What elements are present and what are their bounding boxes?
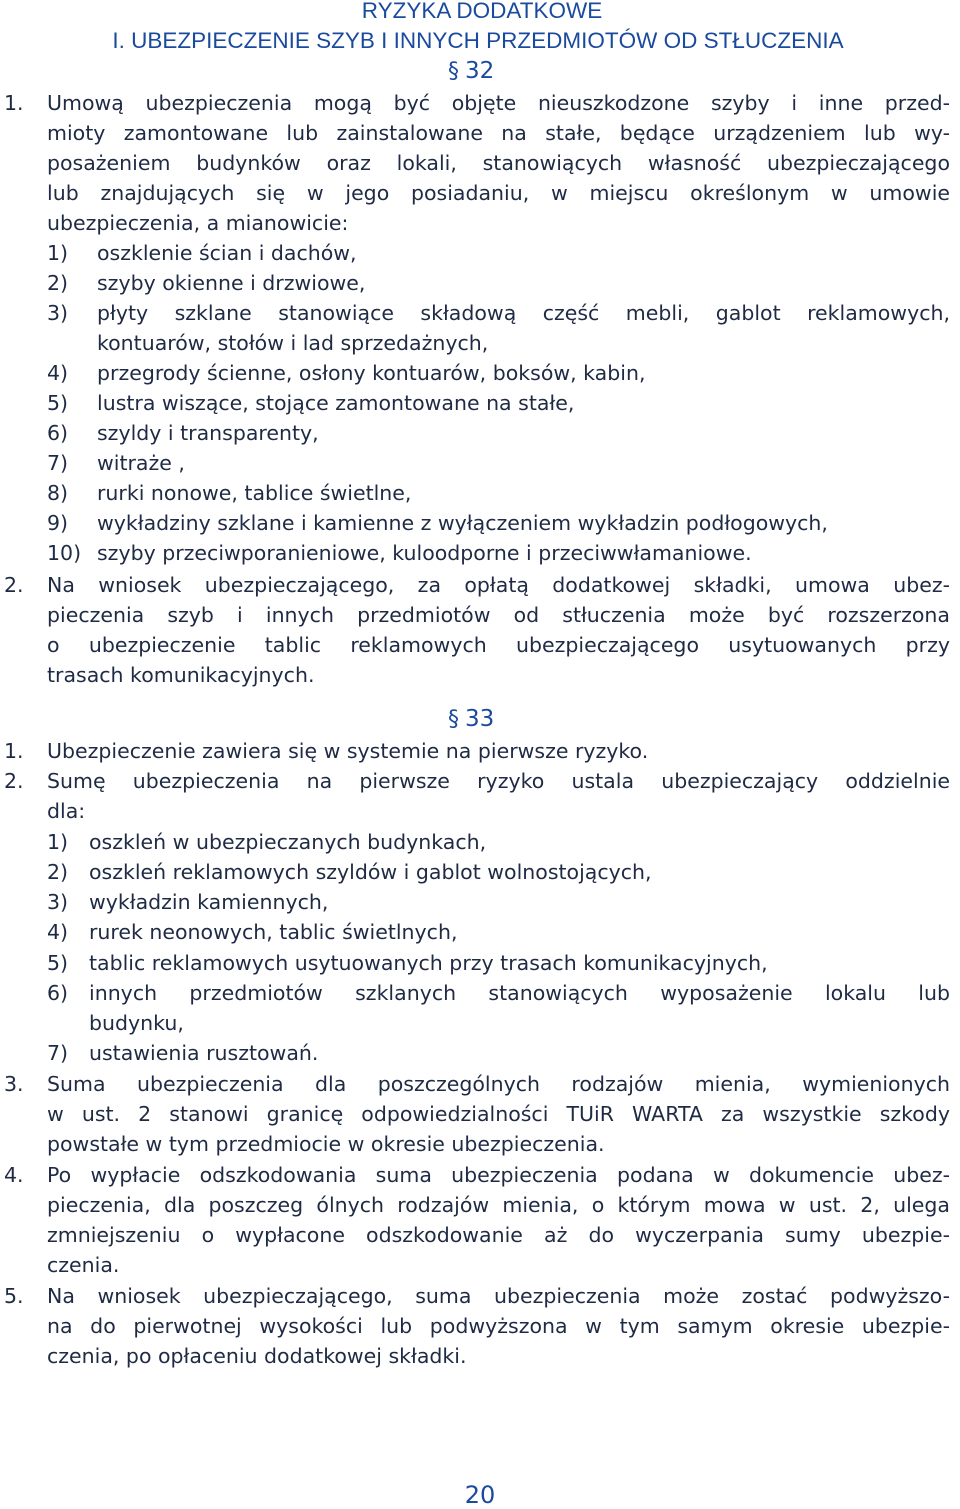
list-item-text: płyty szklane stanowiące składową część mebli, gablot reklamowych, [97, 301, 950, 325]
list-item-number: 2) [47, 860, 69, 884]
clause-number: 1. [4, 739, 24, 763]
clause-text-line: posażeniem budynków oraz lokali, stanowiących własność ubezpieczającego [47, 151, 950, 175]
list-item-text: kontuarów, stołów i lad sprzedażnych, [97, 331, 489, 355]
clause-text-line: Po wypłacie odszkodowania suma ubezpieczenia podana w dokumencie ubez- [47, 1163, 950, 1187]
clause-text-line: pieczenia szyb i innych przedmiotów od stłuczenia może być rozszerzona [47, 603, 950, 627]
list-item-text: rurek neonowych, tablic świetlnych, [89, 920, 458, 944]
clause-text-line: lub znajdujących się w jego posiadaniu, w miejscu określonym w umowie [47, 181, 950, 205]
clause-text-line: Ubezpieczenie zawiera się w systemie na pierwsze ryzyko. [47, 739, 649, 763]
clause-number: 4. [4, 1163, 24, 1187]
list-item-number: 3) [47, 890, 69, 914]
paragraph-heading-32 [448, 58, 494, 84]
section-subtitle: I. UBEZPIECZENIE SZYB I INNYCH PRZEDMIOTÓW OD STŁUCZENIA [112, 28, 844, 53]
list-item-number: 1) [47, 241, 69, 265]
list-item-text: rurki nonowe, tablice świetlne, [97, 481, 412, 505]
list-item-text: budynku, [89, 1011, 184, 1035]
clause-text-line: ubezpieczenia, a mianowicie: [47, 211, 349, 235]
clause-text-line: na do pierwotnej wysokości lub podwyższona w tym samym okresie ubezpie- [47, 1314, 950, 1338]
clause-text-line: zmniejszeniu o wypłacone odszkodowanie aż do wyczerpania sumy ubezpie- [47, 1223, 950, 1247]
clause-text-line: trasach komunikacyjnych. [47, 663, 315, 687]
clause-text-line: powstałe w tym przedmiocie w okresie ubezpieczenia. [47, 1132, 605, 1156]
list-item-number: 7) [47, 451, 69, 475]
clause-number: 5. [4, 1284, 24, 1308]
list-item-text: szyby okienne i drzwiowe, [97, 271, 366, 295]
list-item-number: 1) [47, 830, 69, 854]
list-item-number: 5) [47, 391, 69, 415]
paragraph-number: 32 [465, 58, 495, 84]
clause-text-line: Umową ubezpieczenia mogą być objęte nieuszkodzone szyby i inne przed- [47, 91, 950, 115]
clause-text-line: dla: [47, 799, 86, 823]
list-item-number: 6) [47, 421, 69, 445]
paragraph-heading-33 [448, 706, 494, 732]
paragraph-number: 33 [465, 706, 495, 732]
list-item-text: oszkleń reklamowych szyldów i gablot wolnostojących, [89, 860, 652, 884]
clause-text-line: czenia, po opłaceniu dodatkowej składki. [47, 1344, 467, 1368]
clause-number: 2. [4, 573, 24, 597]
clause-text-line: w ust. 2 stanowi granicę odpowiedzialności TUiR WARTA za wszystkie szkody [47, 1102, 950, 1126]
clause-text-line: czenia. [47, 1253, 120, 1277]
list-item-text: szyldy i transparenty, [97, 421, 319, 445]
list-item-number: 9) [47, 511, 69, 535]
list-item-text: ustawienia rusztowań. [89, 1041, 319, 1065]
list-item-text: oszklenie ścian i dachów, [97, 241, 357, 265]
list-item-number: 6) [47, 981, 69, 1005]
list-item-number: 2) [47, 271, 69, 295]
section-title: RYZYKA DODATKOWE [361, 0, 603, 23]
list-item-text: wykładziny szklane i kamienne z wyłączeniem wykładzin podłogowych, [97, 511, 828, 535]
clause-text-line: Na wniosek ubezpieczającego, suma ubezpieczenia może zostać podwyższo- [47, 1284, 950, 1308]
list-item-number: 10) [47, 541, 82, 565]
clause-text-line: mioty zamontowane lub zainstalowane na stałe, będące urządzeniem lub wy- [47, 121, 950, 145]
list-item-text: tablic reklamowych usytuowanych przy trasach komunikacyjnych, [89, 951, 768, 975]
list-item-text: szyby przeciwporanieniowe, kuloodporne i przeciwwłamaniowe. [97, 541, 752, 565]
clause-number: 1. [4, 91, 24, 115]
clause-text-line: Suma ubezpieczenia dla poszczególnych rodzajów mienia, wymienionych [47, 1072, 950, 1096]
page-number: 20 [464, 1481, 496, 1509]
list-item-number: 4) [47, 361, 69, 385]
list-item-text: przegrody ścienne, osłony kontuarów, boksów, kabin, [97, 361, 646, 385]
list-item-text: witraże , [97, 451, 185, 475]
section-sign-icon: § [448, 59, 459, 84]
clause-text-line: Na wniosek ubezpieczającego, za opłatą dodatkowej składki, umowa ubez- [47, 573, 950, 597]
clause-text-line: Sumę ubezpieczenia na pierwsze ryzyko ustala ubezpieczający oddzielnie [47, 769, 950, 793]
list-item-text: wykładzin kamiennych, [89, 890, 329, 914]
clause-text-line: pieczenia, dla poszczeg ólnych rodzajów mienia, o którym mowa w ust. 2, ulega [47, 1193, 950, 1217]
section-sign-icon: § [448, 707, 459, 732]
list-item-number: 4) [47, 920, 69, 944]
clause-text-line: o ubezpieczenie tablic reklamowych ubezpieczającego usytuowanych przy [47, 633, 950, 657]
clause-number: 3. [4, 1072, 24, 1096]
list-item-number: 8) [47, 481, 69, 505]
clause-number: 2. [4, 769, 24, 793]
list-item-number: 3) [47, 301, 69, 325]
list-item-text: lustra wiszące, stojące zamontowane na stałe, [97, 391, 575, 415]
list-item-text: oszkleń w ubezpieczanych budynkach, [89, 830, 487, 854]
list-item-number: 5) [47, 951, 69, 975]
list-item-text: innych przedmiotów szklanych stanowiących wyposażenie lokalu lub [89, 981, 950, 1005]
list-item-number: 7) [47, 1041, 69, 1065]
